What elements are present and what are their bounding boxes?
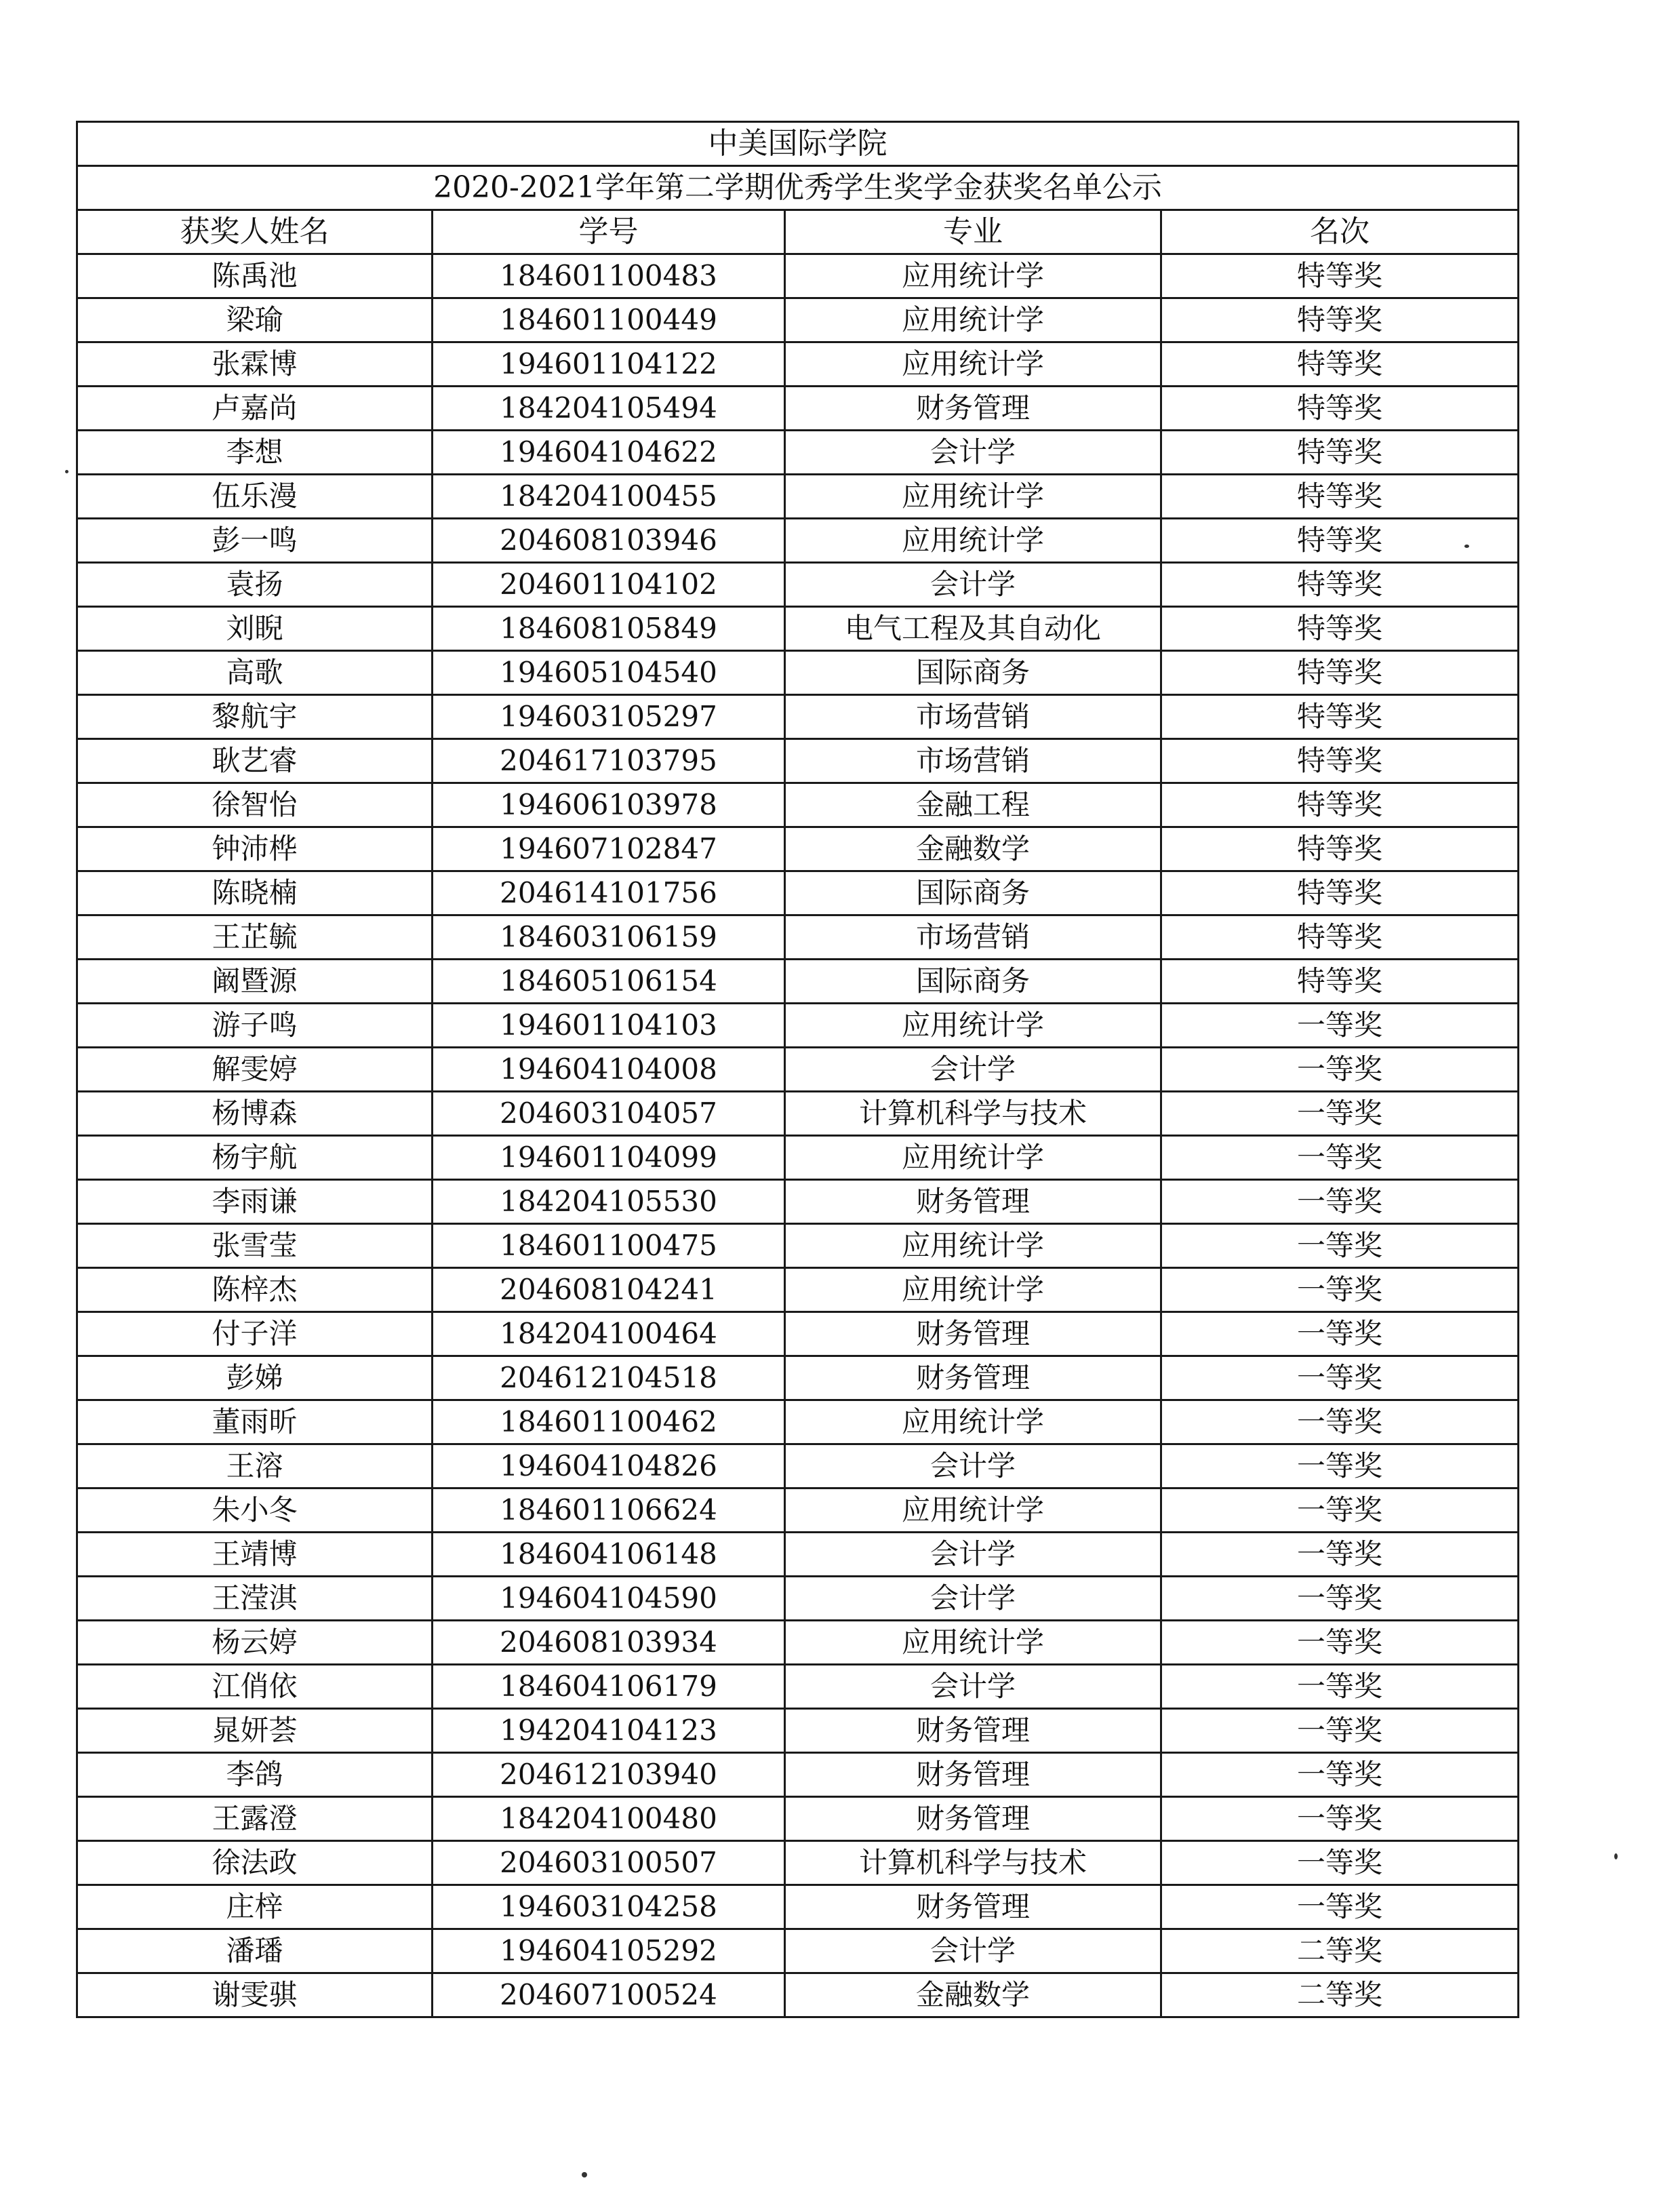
cell-student-id: 184604106148	[433, 1533, 785, 1577]
cell-student-id: 194604104826	[433, 1444, 785, 1488]
cell-major: 财务管理	[785, 1885, 1161, 1929]
cell-rank: 特等奖	[1161, 475, 1519, 519]
table-row	[77, 1356, 1519, 1400]
cell-rank: 特等奖	[1161, 431, 1519, 475]
table-row	[77, 1577, 1519, 1621]
cell-student-id: 194605104540	[433, 651, 785, 695]
table-row	[77, 1224, 1519, 1268]
table-row	[77, 1092, 1519, 1136]
cell-student-id: 194604104622	[433, 431, 785, 475]
cell-major: 财务管理	[785, 1180, 1161, 1224]
cell-rank: 一等奖	[1161, 1136, 1519, 1180]
cell-major: 市场营销	[785, 915, 1161, 960]
cell-major: 电气工程及其自动化	[785, 607, 1161, 651]
cell-name: 李鸽	[77, 1753, 433, 1797]
scan-speck	[1614, 1853, 1618, 1859]
cell-major: 应用统计学	[785, 254, 1161, 298]
cell-rank: 二等奖	[1161, 1973, 1519, 2017]
cell-major: 应用统计学	[785, 1621, 1161, 1665]
cell-rank: 一等奖	[1161, 1665, 1519, 1709]
cell-major: 应用统计学	[785, 475, 1161, 519]
cell-student-id: 194607102847	[433, 827, 785, 871]
cell-student-id: 184204100464	[433, 1312, 785, 1356]
table-row	[77, 915, 1519, 960]
cell-rank: 一等奖	[1161, 1004, 1519, 1048]
cell-rank: 一等奖	[1161, 1400, 1519, 1444]
cell-major: 应用统计学	[785, 298, 1161, 342]
cell-name: 董雨昕	[77, 1400, 433, 1444]
cell-rank: 特等奖	[1161, 783, 1519, 827]
cell-rank: 一等奖	[1161, 1092, 1519, 1136]
table-row	[77, 1753, 1519, 1797]
cell-major: 会计学	[785, 1533, 1161, 1577]
cell-student-id: 194601104099	[433, 1136, 785, 1180]
cell-major: 国际商务	[785, 651, 1161, 695]
cell-student-id: 184608105849	[433, 607, 785, 651]
cell-rank: 特等奖	[1161, 960, 1519, 1004]
cell-name: 陈禹池	[77, 254, 433, 298]
cell-rank: 一等奖	[1161, 1885, 1519, 1929]
cell-student-id: 194604104590	[433, 1577, 785, 1621]
cell-name: 杨宇航	[77, 1136, 433, 1180]
cell-major: 金融数学	[785, 1973, 1161, 2017]
table-row	[77, 695, 1519, 739]
cell-major: 市场营销	[785, 739, 1161, 783]
cell-student-id: 184605106154	[433, 960, 785, 1004]
table-row	[77, 1312, 1519, 1356]
cell-student-id: 204617103795	[433, 739, 785, 783]
cell-student-id: 204607100524	[433, 1973, 785, 2017]
cell-name: 游子鸣	[77, 1004, 433, 1048]
cell-major: 财务管理	[785, 1356, 1161, 1400]
table-row	[77, 254, 1519, 298]
cell-name: 梁瑜	[77, 298, 433, 342]
cell-name: 徐法政	[77, 1841, 433, 1885]
cell-name: 李想	[77, 431, 433, 475]
cell-student-id: 184204105494	[433, 387, 785, 431]
table-row	[77, 1973, 1519, 2017]
table-row	[77, 871, 1519, 915]
cell-student-id: 204614101756	[433, 871, 785, 915]
table-row	[77, 607, 1519, 651]
cell-rank: 二等奖	[1161, 1929, 1519, 1973]
award-table-body	[77, 254, 1519, 2017]
table-row	[77, 739, 1519, 783]
table-row	[77, 1621, 1519, 1665]
table-row	[77, 342, 1519, 387]
table-row	[77, 1136, 1519, 1180]
cell-student-id: 184204100455	[433, 475, 785, 519]
cell-major: 国际商务	[785, 960, 1161, 1004]
cell-rank: 一等奖	[1161, 1488, 1519, 1533]
table-row	[77, 1797, 1519, 1841]
cell-student-id: 204603104057	[433, 1092, 785, 1136]
table-row	[77, 1488, 1519, 1533]
cell-student-id: 204612104518	[433, 1356, 785, 1400]
cell-student-id: 184603106159	[433, 915, 785, 960]
cell-rank: 特等奖	[1161, 563, 1519, 607]
cell-student-id: 194604105292	[433, 1929, 785, 1973]
cell-name: 徐智怡	[77, 783, 433, 827]
cell-rank: 一等奖	[1161, 1180, 1519, 1224]
table-row	[77, 1048, 1519, 1092]
cell-major: 会计学	[785, 1048, 1161, 1092]
cell-student-id: 194606103978	[433, 783, 785, 827]
cell-student-id: 184601100483	[433, 254, 785, 298]
cell-name: 刘睨	[77, 607, 433, 651]
cell-major: 应用统计学	[785, 1268, 1161, 1312]
cell-name: 张雪莹	[77, 1224, 433, 1268]
cell-major: 应用统计学	[785, 1400, 1161, 1444]
cell-name: 耿艺睿	[77, 739, 433, 783]
cell-rank: 一等奖	[1161, 1048, 1519, 1092]
cell-rank: 特等奖	[1161, 298, 1519, 342]
cell-rank: 特等奖	[1161, 871, 1519, 915]
cell-major: 财务管理	[785, 1709, 1161, 1753]
cell-name: 杨云婷	[77, 1621, 433, 1665]
table-row	[77, 298, 1519, 342]
cell-rank: 特等奖	[1161, 827, 1519, 871]
cell-major: 会计学	[785, 1665, 1161, 1709]
cell-student-id: 184601100462	[433, 1400, 785, 1444]
award-list-sheet	[76, 121, 1517, 2018]
cell-rank: 一等奖	[1161, 1444, 1519, 1488]
column-header-name: 获奖人姓名	[77, 210, 433, 254]
cell-name: 晁妍荟	[77, 1709, 433, 1753]
cell-name: 卢嘉尚	[77, 387, 433, 431]
cell-name: 朱小冬	[77, 1488, 433, 1533]
cell-rank: 特等奖	[1161, 739, 1519, 783]
cell-name: 王滢淇	[77, 1577, 433, 1621]
award-table	[76, 121, 1519, 2018]
cell-name: 王芷毓	[77, 915, 433, 960]
cell-name: 陈晓楠	[77, 871, 433, 915]
cell-name: 伍乐漫	[77, 475, 433, 519]
cell-student-id: 184604106179	[433, 1665, 785, 1709]
table-row	[77, 431, 1519, 475]
cell-name: 庄梓	[77, 1885, 433, 1929]
column-header-id: 学号	[433, 210, 785, 254]
cell-major: 会计学	[785, 1444, 1161, 1488]
cell-student-id: 194604104008	[433, 1048, 785, 1092]
cell-student-id: 194603105297	[433, 695, 785, 739]
cell-major: 应用统计学	[785, 1136, 1161, 1180]
cell-student-id: 184601106624	[433, 1488, 785, 1533]
table-row	[77, 1533, 1519, 1577]
cell-name: 黎航宇	[77, 695, 433, 739]
cell-student-id: 184601100475	[433, 1224, 785, 1268]
cell-major: 财务管理	[785, 1797, 1161, 1841]
cell-name: 潘璠	[77, 1929, 433, 1973]
cell-rank: 一等奖	[1161, 1709, 1519, 1753]
table-row	[77, 387, 1519, 431]
cell-rank: 一等奖	[1161, 1753, 1519, 1797]
cell-student-id: 204608103934	[433, 1621, 785, 1665]
cell-name: 钟沛桦	[77, 827, 433, 871]
cell-major: 应用统计学	[785, 1224, 1161, 1268]
cell-major: 计算机科学与技术	[785, 1092, 1161, 1136]
institution-row	[77, 122, 1519, 166]
cell-rank: 一等奖	[1161, 1621, 1519, 1665]
table-row	[77, 1268, 1519, 1312]
cell-rank: 特等奖	[1161, 915, 1519, 960]
cell-major: 应用统计学	[785, 1004, 1161, 1048]
table-row	[77, 1665, 1519, 1709]
cell-major: 财务管理	[785, 387, 1161, 431]
table-row	[77, 1004, 1519, 1048]
cell-rank: 特等奖	[1161, 607, 1519, 651]
cell-name: 高歌	[77, 651, 433, 695]
table-row	[77, 783, 1519, 827]
cell-name: 王露澄	[77, 1797, 433, 1841]
scan-speck	[1464, 545, 1469, 548]
table-row	[77, 1929, 1519, 1973]
cell-rank: 一等奖	[1161, 1224, 1519, 1268]
cell-rank: 一等奖	[1161, 1268, 1519, 1312]
cell-name: 袁扬	[77, 563, 433, 607]
cell-name: 张霖博	[77, 342, 433, 387]
cell-rank: 特等奖	[1161, 254, 1519, 298]
cell-rank: 一等奖	[1161, 1356, 1519, 1400]
cell-name: 杨博森	[77, 1092, 433, 1136]
cell-major: 会计学	[785, 1577, 1161, 1621]
cell-name: 王靖博	[77, 1533, 433, 1577]
cell-name: 阚暨源	[77, 960, 433, 1004]
cell-rank: 特等奖	[1161, 519, 1519, 563]
cell-major: 会计学	[785, 1929, 1161, 1973]
cell-rank: 特等奖	[1161, 651, 1519, 695]
table-row	[77, 1400, 1519, 1444]
document-title: 2020-2021学年第二学期优秀学生奖学金获奖名单公示	[77, 166, 1519, 210]
cell-name: 江俏依	[77, 1665, 433, 1709]
cell-major: 财务管理	[785, 1753, 1161, 1797]
cell-student-id: 194601104122	[433, 342, 785, 387]
cell-major: 国际商务	[785, 871, 1161, 915]
cell-name: 解雯婷	[77, 1048, 433, 1092]
cell-rank: 一等奖	[1161, 1841, 1519, 1885]
cell-major: 应用统计学	[785, 1488, 1161, 1533]
cell-rank: 一等奖	[1161, 1312, 1519, 1356]
table-row	[77, 475, 1519, 519]
column-header-row	[77, 210, 1519, 254]
scan-speck	[582, 2172, 587, 2177]
table-row	[77, 1885, 1519, 1929]
cell-student-id: 194603104258	[433, 1885, 785, 1929]
cell-student-id: 204608104241	[433, 1268, 785, 1312]
scan-speck	[65, 470, 68, 473]
cell-major: 金融数学	[785, 827, 1161, 871]
table-row	[77, 1444, 1519, 1488]
cell-student-id: 184204100480	[433, 1797, 785, 1841]
cell-student-id: 184601100449	[433, 298, 785, 342]
institution-name: 中美国际学院	[77, 122, 1519, 166]
table-row	[77, 1841, 1519, 1885]
cell-student-id: 204603100507	[433, 1841, 785, 1885]
table-row	[77, 827, 1519, 871]
cell-student-id: 194204104123	[433, 1709, 785, 1753]
cell-name: 李雨谦	[77, 1180, 433, 1224]
cell-rank: 特等奖	[1161, 342, 1519, 387]
cell-name: 陈梓杰	[77, 1268, 433, 1312]
cell-major: 应用统计学	[785, 342, 1161, 387]
cell-name: 谢雯骐	[77, 1973, 433, 2017]
cell-rank: 一等奖	[1161, 1533, 1519, 1577]
table-row	[77, 519, 1519, 563]
cell-student-id: 204608103946	[433, 519, 785, 563]
cell-name: 彭娣	[77, 1356, 433, 1400]
cell-student-id: 204612103940	[433, 1753, 785, 1797]
cell-major: 金融工程	[785, 783, 1161, 827]
column-header-rank: 名次	[1161, 210, 1519, 254]
column-header-major: 专业	[785, 210, 1161, 254]
cell-major: 财务管理	[785, 1312, 1161, 1356]
table-row	[77, 1180, 1519, 1224]
table-row	[77, 960, 1519, 1004]
table-row	[77, 651, 1519, 695]
table-row	[77, 1709, 1519, 1753]
cell-rank: 一等奖	[1161, 1577, 1519, 1621]
cell-rank: 特等奖	[1161, 695, 1519, 739]
cell-rank: 一等奖	[1161, 1797, 1519, 1841]
cell-name: 彭一鸣	[77, 519, 433, 563]
cell-student-id: 194601104103	[433, 1004, 785, 1048]
cell-major: 市场营销	[785, 695, 1161, 739]
table-row	[77, 563, 1519, 607]
cell-major: 应用统计学	[785, 519, 1161, 563]
cell-name: 王溶	[77, 1444, 433, 1488]
cell-student-id: 204601104102	[433, 563, 785, 607]
title-row	[77, 166, 1519, 210]
cell-rank: 特等奖	[1161, 387, 1519, 431]
cell-name: 付子洋	[77, 1312, 433, 1356]
cell-student-id: 184204105530	[433, 1180, 785, 1224]
cell-major: 会计学	[785, 431, 1161, 475]
cell-major: 计算机科学与技术	[785, 1841, 1161, 1885]
cell-major: 会计学	[785, 563, 1161, 607]
